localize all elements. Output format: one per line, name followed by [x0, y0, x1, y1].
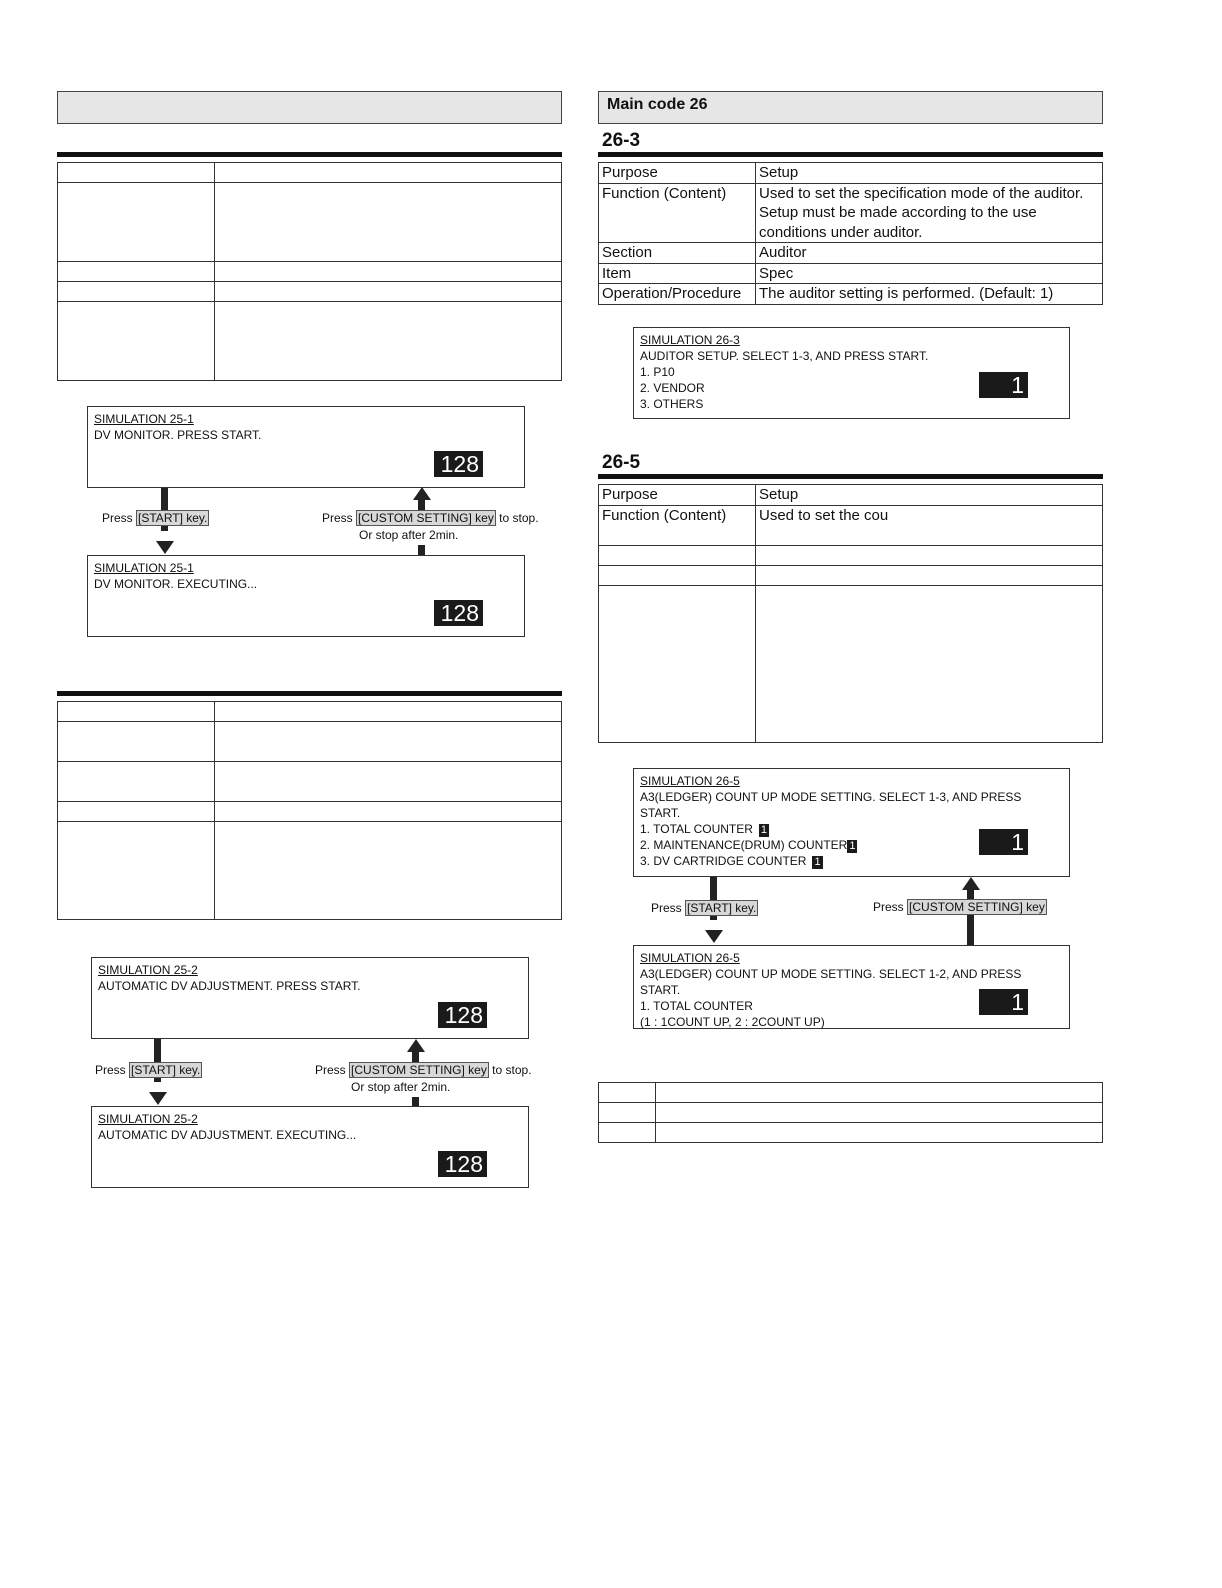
to-stop-text: to stop. [492, 1063, 532, 1077]
cell-label: Purpose [599, 485, 756, 506]
spec-table-26-3 [598, 162, 1103, 305]
lcd-option: 1. P10 [640, 365, 675, 379]
row-item [599, 263, 1103, 284]
lcd-title: SIMULATION 26-5 [640, 774, 740, 788]
press-custom-note [873, 900, 1047, 914]
option-text: 3. DV CARTRIDGE COUNTER [640, 854, 807, 868]
lcd-value: 1 [979, 829, 1028, 855]
or-stop-note: Or stop after 2min. [351, 1080, 451, 1094]
lcd-line: DV MONITOR. EXECUTING... [94, 577, 258, 591]
row-purpose [599, 485, 1103, 506]
arrow-down-head [156, 541, 174, 554]
row-section [599, 243, 1103, 264]
arrow-up-tail [418, 545, 425, 555]
lcd-option: 1. TOTAL COUNTER [640, 999, 753, 1013]
cell-label: Purpose [599, 163, 756, 184]
lcd-option: 2. VENDOR [640, 381, 705, 395]
cell-value: The auditor setting is performed. (Default: 1) [756, 284, 1103, 305]
row-operation [599, 284, 1103, 305]
press-text: Press [322, 511, 353, 525]
press-custom-note [322, 511, 539, 525]
spec-table-25-2 [57, 701, 562, 920]
row-purpose [599, 163, 1103, 184]
section-title-26-3: 26-3 [602, 130, 641, 151]
empty-table [598, 1082, 1103, 1143]
lcd-value: 128 [434, 451, 483, 477]
lcd-title: SIMULATION 26-3 [640, 333, 740, 347]
start-key: [START] key. [687, 901, 757, 915]
row-function [599, 183, 1103, 243]
spec-table-26-5 [598, 484, 1103, 743]
lcd-value: 1 [979, 372, 1028, 398]
row-function [599, 505, 1103, 545]
lcd-option: 3. OTHERS [640, 397, 704, 411]
press-text: Press [651, 901, 682, 915]
lcd-value: 128 [438, 1002, 487, 1028]
cell-label: Function (Content) [599, 183, 756, 243]
lcd-title: SIMULATION 25-2 [98, 963, 198, 977]
lcd-line: AUDITOR SETUP. SELECT 1-3, AND PRESS START. [640, 349, 929, 363]
cell-value: Setup [756, 485, 1103, 506]
press-text: Press [95, 1063, 126, 1077]
lcd-title: SIMULATION 25-1 [94, 412, 194, 426]
arrow-up-head [407, 1039, 425, 1052]
lcd-title: SIMULATION 25-2 [98, 1112, 198, 1126]
section-rule-25-1 [57, 152, 562, 157]
section-rule-26-3 [598, 152, 1103, 157]
custom-setting-key: [CUSTOM SETTING] key [358, 511, 494, 525]
press-text: Press [102, 511, 133, 525]
lcd-title: SIMULATION 25-1 [94, 561, 194, 575]
section-rule-26-5 [598, 474, 1103, 479]
lcd-line: AUTOMATIC DV ADJUSTMENT. EXECUTING... [98, 1128, 357, 1142]
lcd-line: (1 : 1COUNT UP, 2 : 2COUNT UP) [640, 1015, 825, 1029]
start-key: [START] key. [138, 511, 208, 525]
option-text: 1. TOTAL COUNTER [640, 822, 753, 836]
main-code-header: Main code 26 [598, 91, 1103, 124]
press-start-note [95, 1063, 202, 1077]
cell-value: Used to set the cou [756, 505, 1103, 545]
cell-value: Auditor [756, 243, 1103, 264]
option-value: 1 [814, 856, 821, 868]
arrow-up-head [962, 877, 980, 890]
option-value: 1 [760, 824, 768, 836]
custom-setting-key: [CUSTOM SETTING] key [909, 900, 1045, 914]
cell-value: Used to set the specification mode of the auditor. Setup must be made according to the use conditions under auditor. [756, 183, 1103, 243]
lcd-value: 1 [979, 989, 1028, 1015]
lcd-value: 128 [434, 600, 483, 626]
lcd-line: START. [640, 983, 681, 997]
option-value: 1 [849, 840, 856, 852]
lcd-option [640, 853, 1063, 869]
custom-setting-key: [CUSTOM SETTING] key [351, 1063, 487, 1077]
left-section-header [57, 91, 562, 124]
start-key: [START] key. [131, 1063, 201, 1077]
lcd-title: SIMULATION 26-5 [640, 951, 740, 965]
cell-label: Operation/Procedure [599, 284, 756, 305]
arrow-down-head [149, 1092, 167, 1105]
or-stop-note: Or stop after 2min. [359, 528, 459, 542]
press-custom-note [315, 1063, 532, 1077]
lcd-line: A3(LEDGER) COUNT UP MODE SETTING. SELECT 1-3, AND PRESS [640, 790, 1022, 804]
section-title-26-5: 26-5 [602, 452, 641, 473]
cell-label: Item [599, 263, 756, 284]
cell-label: Function (Content) [599, 505, 756, 545]
lcd-26-5-set [633, 945, 1070, 1029]
lcd-26-5-select [633, 768, 1070, 877]
press-start-note [102, 511, 209, 525]
to-stop-text: to stop. [499, 511, 539, 525]
press-text: Press [873, 900, 904, 914]
spec-table-25-1 [57, 162, 562, 381]
arrow-down-head [705, 930, 723, 943]
press-start-note [651, 901, 758, 915]
section-rule-25-2 [57, 691, 562, 696]
press-text: Press [315, 1063, 346, 1077]
lcd-value: 128 [438, 1151, 487, 1177]
lcd-line: AUTOMATIC DV ADJUSTMENT. PRESS START. [98, 979, 361, 993]
cell-label: Section [599, 243, 756, 264]
lcd-line: START. [640, 806, 681, 820]
lcd-line: DV MONITOR. PRESS START. [94, 428, 262, 442]
cell-value: Setup [756, 163, 1103, 184]
option-text: 2. MAINTENANCE(DRUM) COUNTER [640, 838, 848, 852]
cell-value: Spec [756, 263, 1103, 284]
lcd-line: A3(LEDGER) COUNT UP MODE SETTING. SELECT 1-2, AND PRESS [640, 967, 1022, 981]
arrow-up-head [413, 487, 431, 500]
